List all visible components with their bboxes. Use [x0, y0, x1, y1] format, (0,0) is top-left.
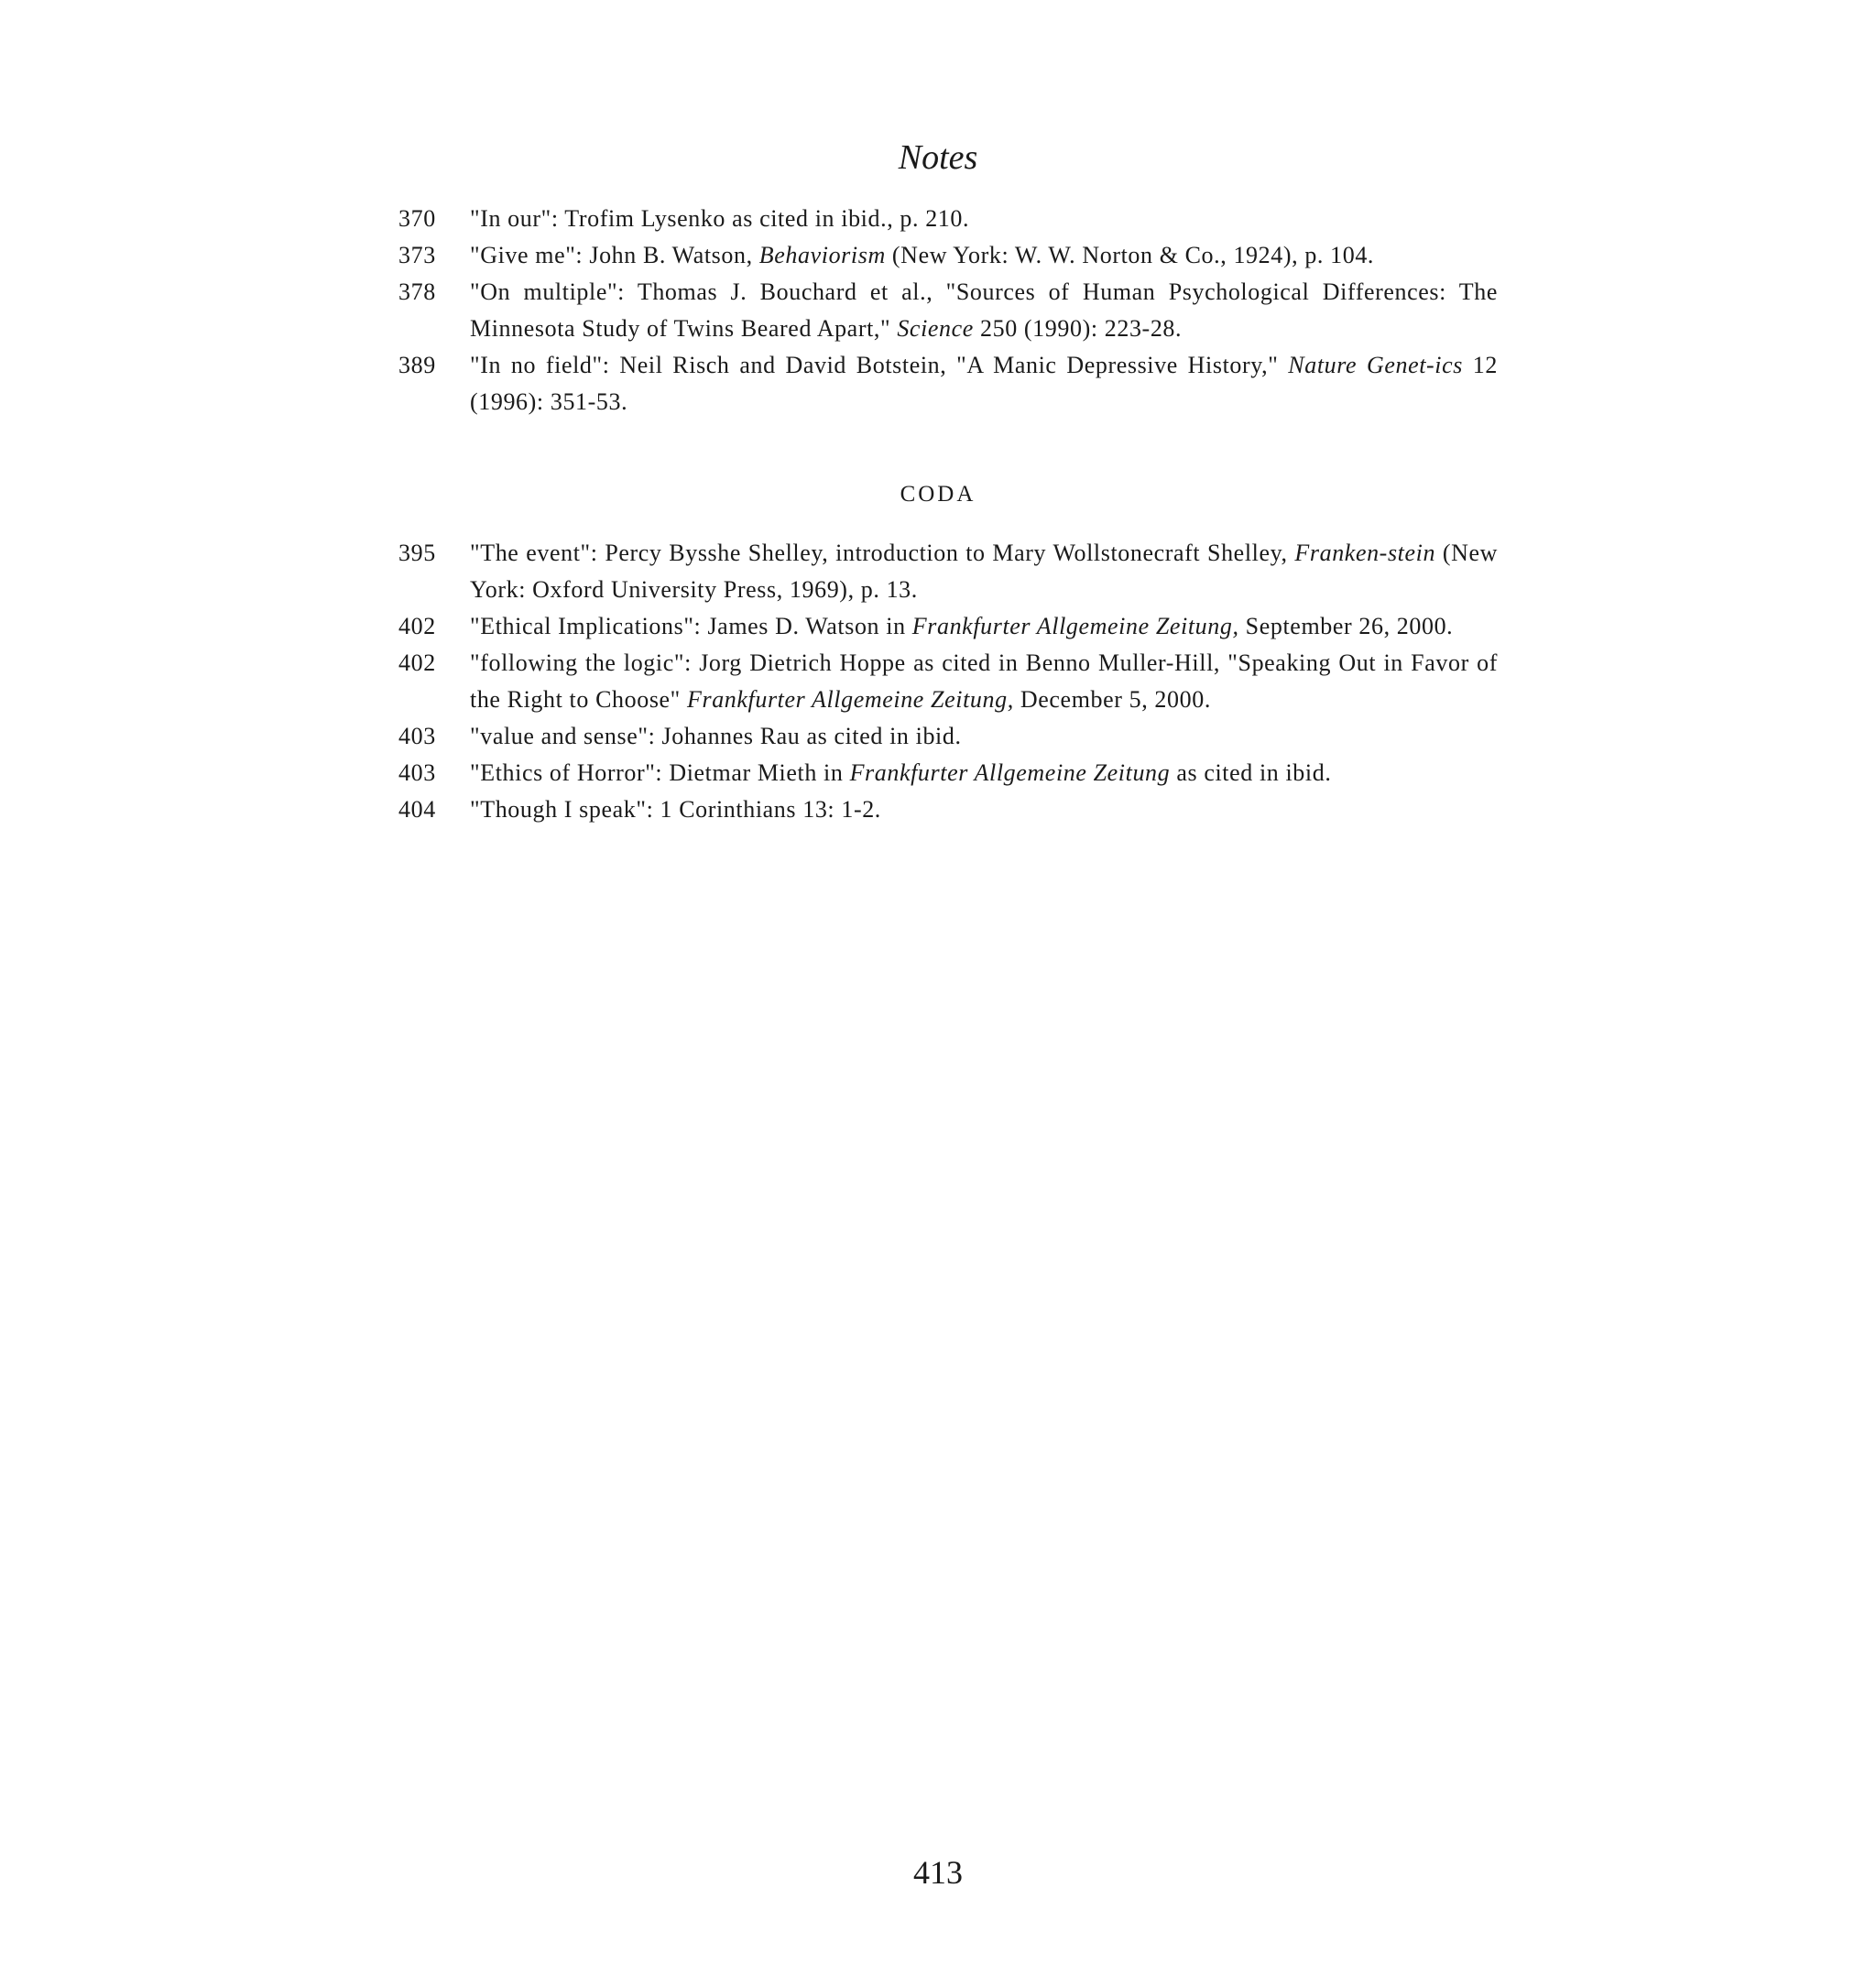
note-text-segment: (New York: W. W. Norton & Co., 1924), p. 104.	[885, 242, 1375, 268]
note-text-segment: "Ethical Implications": James D. Watson in	[470, 613, 912, 639]
note-title-italic: Franken-stein	[1294, 540, 1436, 566]
note-text-segment: "On multiple": Thomas J. Bouchard et al., "Sources of Human Psychological Differences: The Minnesota Study of Twins Beared Apart,"	[470, 278, 1498, 342]
note-text	[470, 201, 1498, 237]
note-text-segment: September 26, 2000.	[1238, 613, 1454, 639]
note-title-italic: Behaviorism	[758, 242, 886, 268]
note-page-number: 402	[398, 649, 436, 676]
note-title-italic: Science	[897, 315, 974, 342]
note-text-segment: "value and sense": Johannes Rau as cited in ibid.	[470, 723, 962, 749]
note-page-number: 378	[398, 278, 436, 305]
note-entry	[398, 755, 1498, 791]
note-text-segment: "Though I speak": 1 Corinthians 13: 1-2.	[470, 796, 881, 823]
page-number: 413	[913, 1854, 963, 1891]
note-text-segment: (New York: Oxford University Press, 1969), p. 13.	[470, 540, 1498, 603]
note-entry	[398, 645, 1498, 718]
note-text	[470, 755, 1498, 791]
note-entry	[398, 347, 1498, 420]
note-entry	[398, 718, 1498, 755]
note-text	[470, 535, 1498, 608]
note-text-segment: "following the logic": Jorg Dietrich Hoppe as cited in Benno Muller-Hill, "Speaking Out in Favor of the Right to Choose"	[470, 649, 1498, 713]
coda-notes-list	[398, 535, 1498, 828]
note-entry	[398, 608, 1498, 645]
note-title-italic: Nature Genet-ics	[1288, 352, 1463, 378]
note-text-segment: "In no field": Neil Risch and David Botstein, "A Manic Depressive History,"	[470, 352, 1289, 378]
note-page-number: 370	[398, 205, 436, 232]
note-entry	[398, 237, 1498, 274]
note-page-number: 403	[398, 759, 436, 786]
note-title-italic: Frankfurter Allgemeine Zeitung,	[687, 686, 1014, 713]
note-page-number: 404	[398, 796, 436, 823]
notes-list	[398, 201, 1498, 420]
section-heading-coda: CODA	[900, 482, 976, 507]
note-text-segment: as cited in ibid.	[1170, 759, 1332, 786]
note-entry	[398, 201, 1498, 237]
note-page-number: 403	[398, 723, 436, 749]
note-text	[470, 237, 1498, 274]
note-text-segment: 12 (1996): 351-53.	[470, 352, 1498, 415]
note-text-segment: "The event": Percy Bysshe Shelley, introduction to Mary Wollstonecraft Shelley,	[470, 540, 1295, 566]
note-entry	[398, 535, 1498, 608]
note-entry	[398, 791, 1498, 828]
note-text	[470, 274, 1498, 347]
note-page-number: 395	[398, 540, 436, 566]
note-text	[470, 718, 1498, 755]
note-page-number: 389	[398, 352, 436, 378]
note-text	[470, 791, 1498, 828]
note-title-italic: Frankfurter Allgemeine Zeitung,	[911, 613, 1239, 639]
note-page-number: 373	[398, 242, 436, 268]
note-entry	[398, 274, 1498, 347]
note-text-segment: "In our": Trofim Lysenko as cited in ibid., p. 210.	[470, 205, 970, 232]
note-text-segment: "Give me": John B. Watson,	[470, 242, 759, 268]
note-text	[470, 645, 1498, 718]
note-text	[470, 347, 1498, 420]
note-page-number: 402	[398, 613, 436, 639]
note-title-italic: Frankfurter Allgemeine Zeitung	[849, 759, 1171, 786]
note-text	[470, 608, 1498, 645]
page-title: Notes	[898, 138, 978, 177]
note-text-segment: "Ethics of Horror": Dietmar Mieth in	[470, 759, 850, 786]
note-text-segment: December 5, 2000.	[1013, 686, 1211, 713]
note-text-segment: 250 (1990): 223-28.	[973, 315, 1183, 342]
